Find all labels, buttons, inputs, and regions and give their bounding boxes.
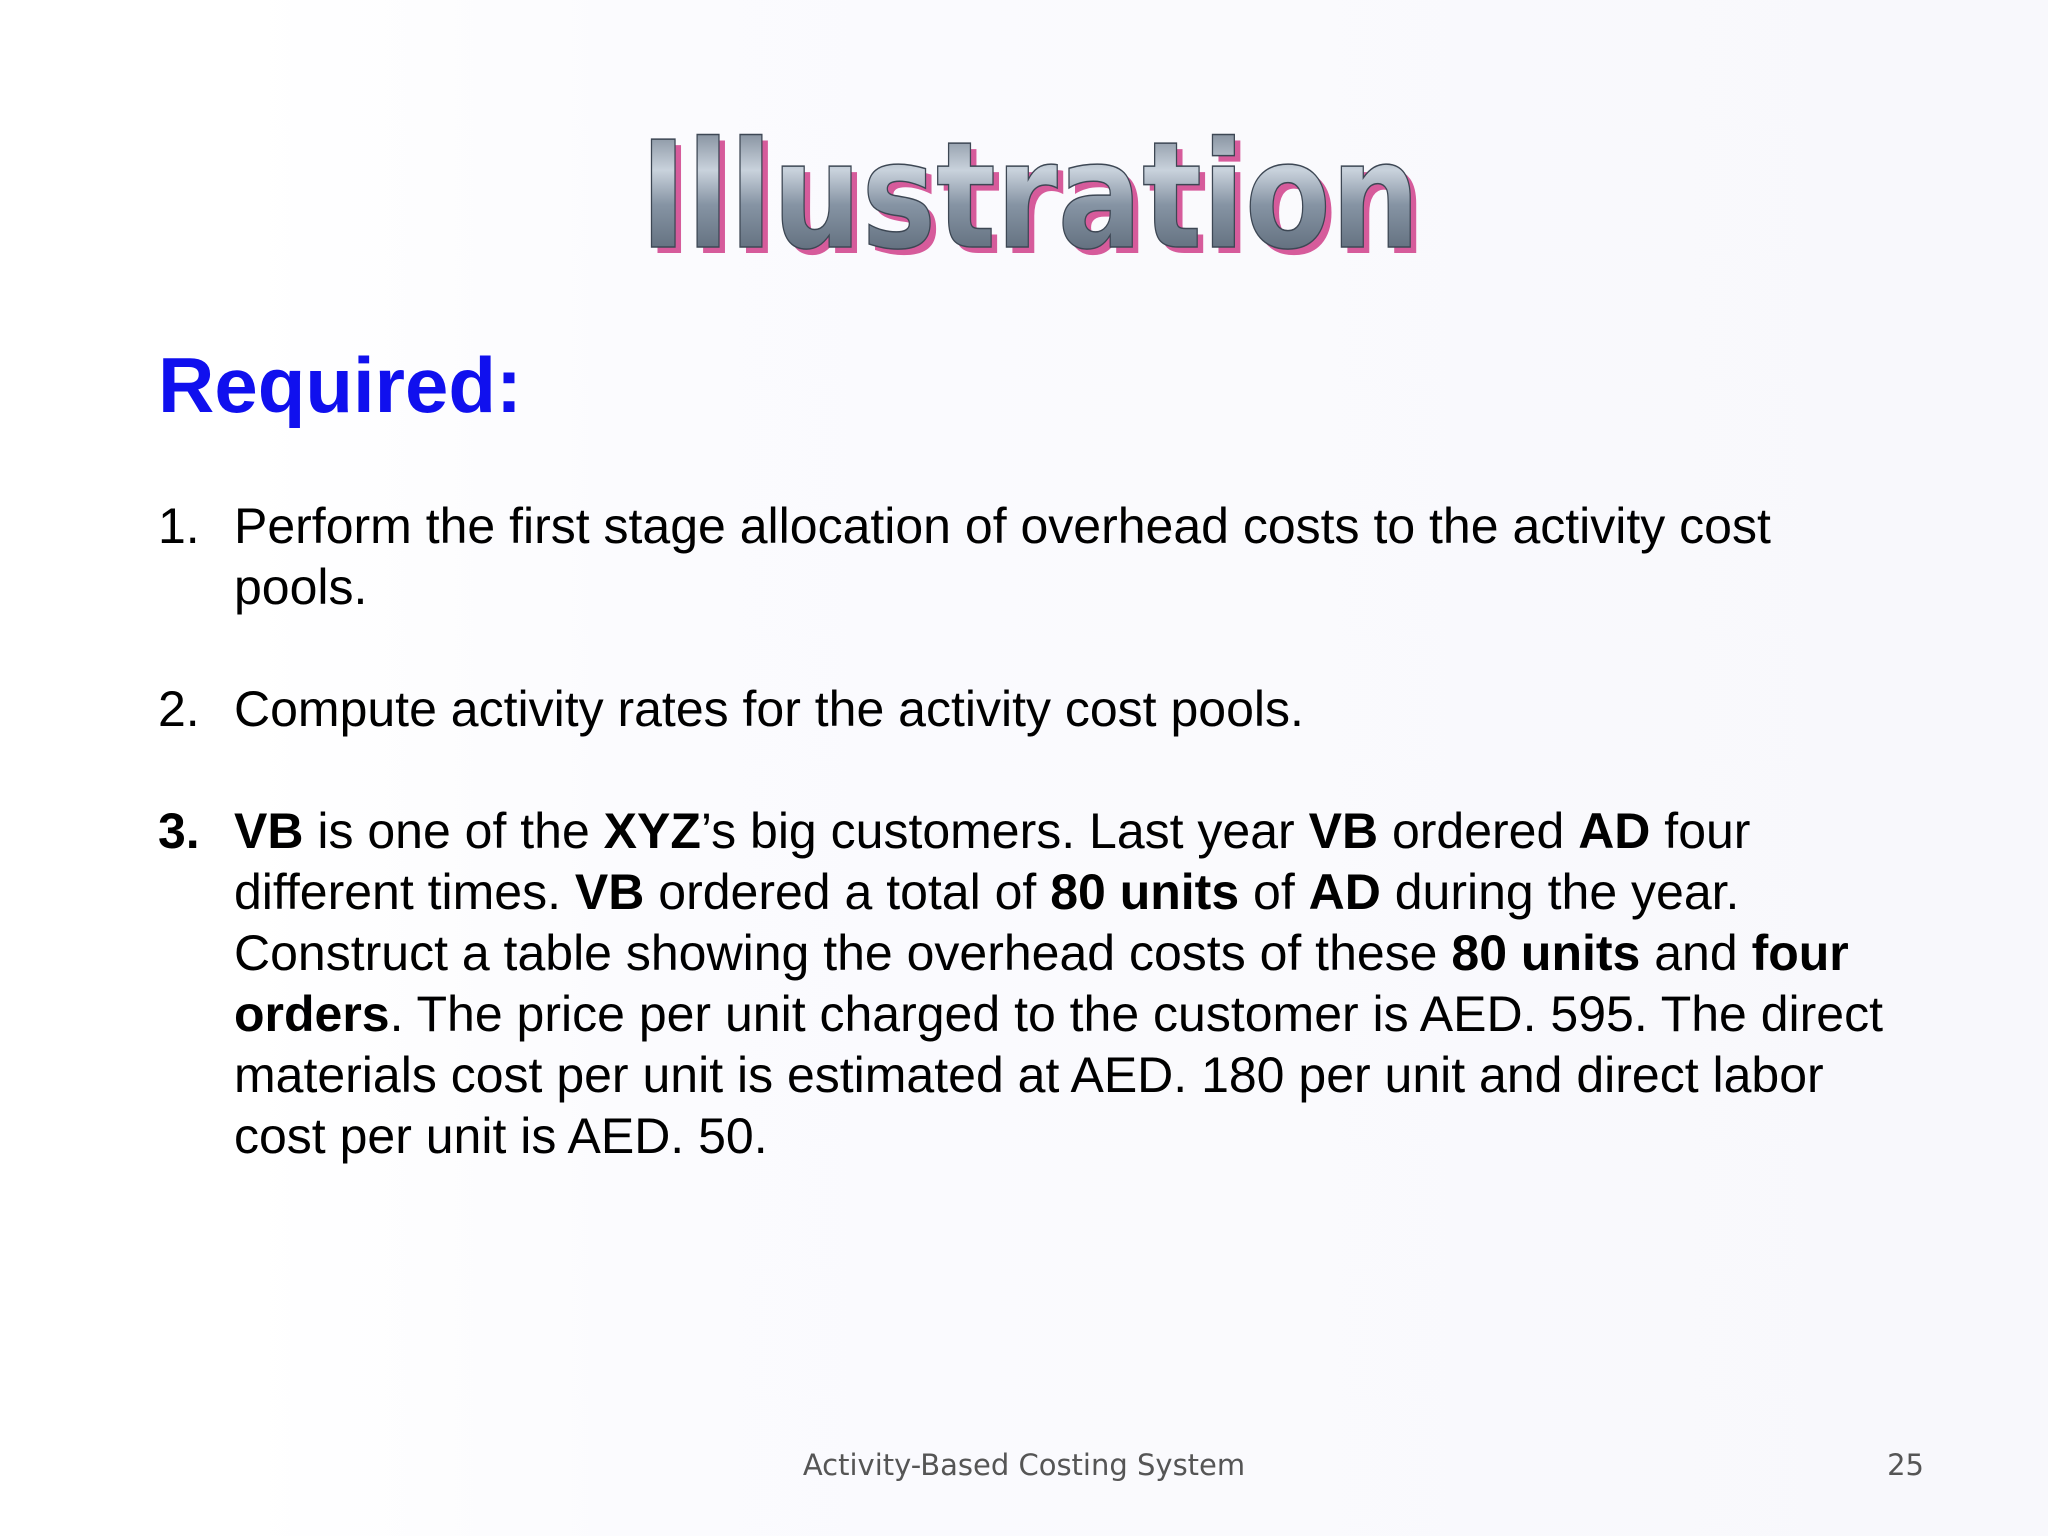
text-segment: Compute activity rates for the activity cost pools. [234, 681, 1304, 737]
text-segment: ordered [1378, 803, 1579, 859]
text-segment-bold: 80 units [1050, 864, 1240, 920]
slide-title-text: Illustration [640, 115, 1420, 282]
text-segment: . The price per unit charged to the customer is AED. 595. The direct materials cost per unit is estimated at AED. 180 per unit and direct labor cost per unit is AED. 50. [234, 986, 1884, 1164]
page-number: 25 [1887, 1448, 1924, 1482]
required-heading: Required: [158, 341, 523, 429]
slide-title-shadow: Illustration [646, 116, 1426, 285]
list-item [158, 679, 1898, 740]
footer-title: Activity-Based Costing System [802, 1448, 1246, 1482]
list-item-text [234, 496, 1898, 618]
slide-title [620, 115, 1440, 285]
text-segment: is one of the [303, 803, 604, 859]
list-item-number: 3. [158, 803, 200, 859]
text-segment-bold: XYZ [603, 803, 701, 859]
text-segment-bold: VB [1308, 803, 1379, 859]
list-item-text [234, 679, 1898, 740]
list-item [158, 496, 1898, 618]
text-segment-bold: VB [234, 803, 304, 859]
list-item-number: 2. [158, 681, 200, 737]
requirements-list [158, 496, 1898, 1228]
list-item-number: 1. [158, 498, 200, 554]
text-segment: four different times. [234, 803, 1751, 920]
list-item [158, 801, 1898, 1167]
text-segment: Perform the first stage allocation of overhead costs to the activity cost pools. [234, 498, 1771, 615]
text-segment-bold: AD [1578, 803, 1651, 859]
text-segment: and [1640, 925, 1752, 981]
text-segment-bold: AD [1308, 864, 1381, 920]
text-segment-bold: 80 units [1451, 925, 1641, 981]
list-item-text [234, 801, 1898, 1167]
text-segment: ordered a total of [644, 864, 1051, 920]
text-segment: during the year. Construct a table showing the overhead costs of these [234, 864, 1740, 981]
text-segment: ’s big customers. Last year [700, 803, 1309, 859]
text-segment-bold: VB [574, 864, 645, 920]
text-segment: of [1239, 864, 1309, 920]
text-segment-bold: four orders [234, 925, 1849, 1042]
